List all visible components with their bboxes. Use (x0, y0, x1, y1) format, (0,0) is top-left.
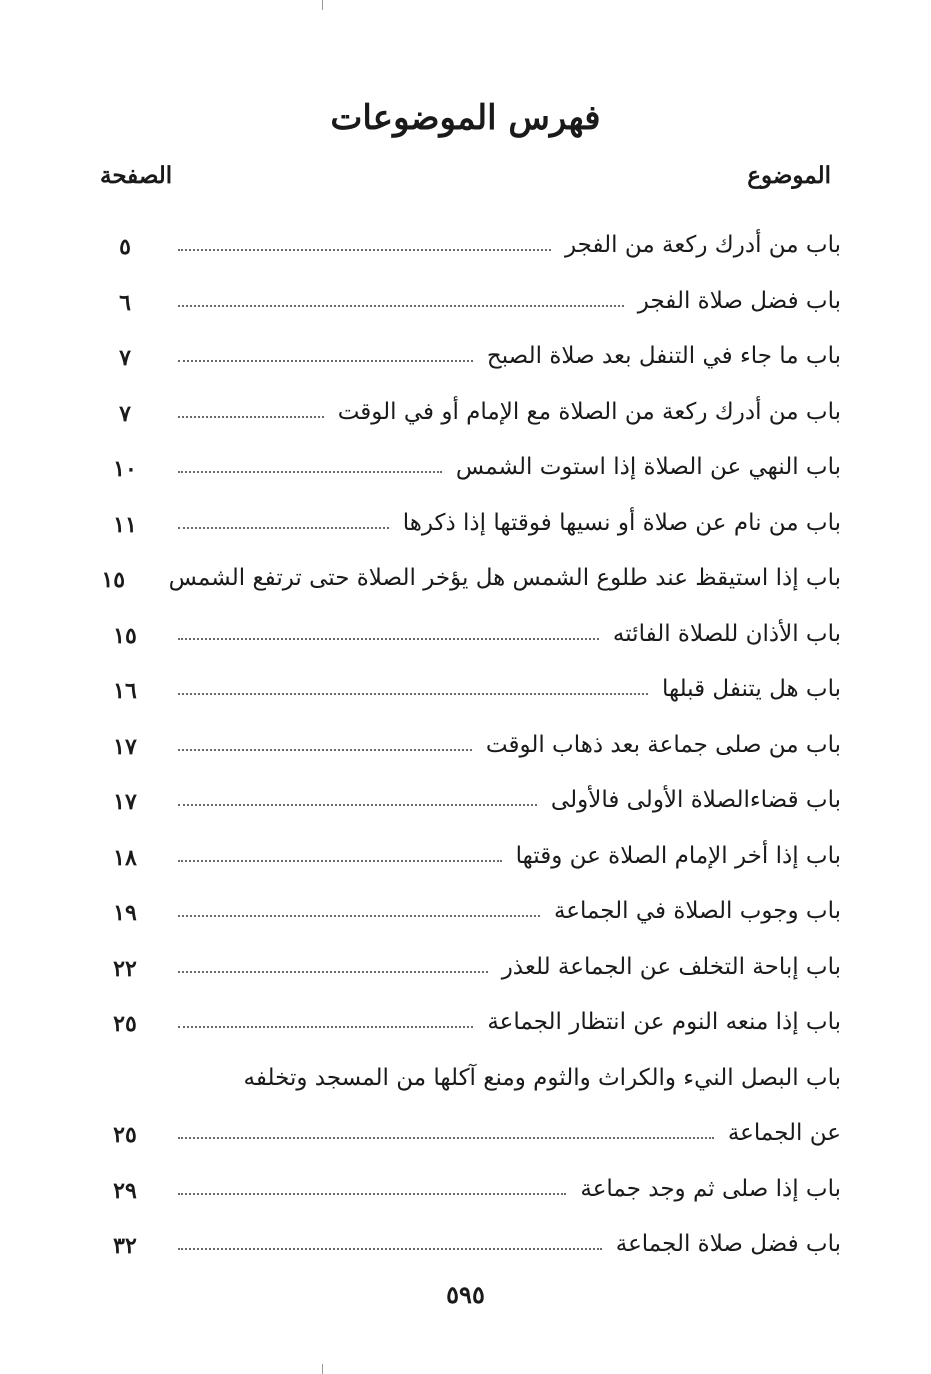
index-entry (100, 494, 841, 538)
topic-column-header: الموضوع (747, 162, 831, 189)
dot-leader (178, 416, 324, 418)
entry-page-number: ١٩ (113, 899, 137, 926)
entry-title: باب إذا منعه النوم عن انتظار الجماعة (487, 1009, 841, 1036)
entry-title: باب الأذان للصلاة الفائته (612, 621, 841, 648)
index-entry (100, 216, 841, 260)
entry-title: باب من نام عن صلاة أو نسيها فوقتها إذا ذكرها (402, 510, 841, 537)
entry-title: باب إذا أخر الإمام الصلاة عن وقتها (515, 843, 841, 870)
index-entry (100, 882, 841, 926)
top-trim-mark (322, 0, 323, 10)
dot-leader (178, 249, 551, 251)
dot-leader (178, 915, 540, 917)
entry-page-number: ٢٥ (113, 1121, 137, 1148)
index-entry (100, 993, 841, 1037)
dot-leader (178, 638, 599, 640)
entry-page-number: ١٨ (113, 844, 137, 871)
footer-page-number: ٥٩٥ (446, 1280, 485, 1309)
dot-leader (178, 1026, 473, 1028)
index-entry (100, 827, 841, 871)
entry-page-number: ٦ (119, 289, 131, 316)
index-entry (100, 1160, 841, 1204)
entry-title: باب من أدرك ركعة من الصلاة مع الإمام أو في الوقت (337, 399, 841, 426)
entry-page-number: ٧ (119, 400, 131, 427)
dot-leader (178, 971, 488, 973)
index-entry (100, 938, 841, 982)
entry-title: باب فضل صلاة الفجر (637, 288, 841, 315)
entry-page-number: ٣٢ (113, 1232, 137, 1259)
entry-title: باب إذا استيقظ عند طلوع الشمس هل يؤخر الصلاة حتى ترتفع الشمس (168, 565, 841, 592)
entry-title: باب إباحة التخلف عن الجماعة للعذر (501, 954, 841, 981)
dot-leader (178, 527, 389, 529)
entry-title: باب قضاءالصلاة الأولى فالأولى (550, 787, 841, 814)
dot-leader (178, 1137, 714, 1139)
entry-page-number: ١٥ (101, 566, 126, 593)
entry-page-number: ١٧ (113, 733, 137, 760)
dot-leader (178, 305, 624, 307)
entry-page-number: ٢٥ (113, 1010, 137, 1037)
entry-title: باب النهي عن الصلاة إذا استوت الشمس (455, 454, 841, 481)
entry-page-number: ١١ (113, 511, 137, 538)
entry-page-number: ١٦ (113, 677, 137, 704)
index-entry (100, 660, 841, 704)
index-entry (100, 1049, 841, 1093)
dot-leader (178, 360, 473, 362)
dot-leader (178, 693, 648, 695)
index-entry (100, 438, 841, 482)
page-title: فهرس الموضوعات (330, 98, 601, 138)
index-entry (100, 383, 841, 427)
entry-page-number: ٢٩ (113, 1177, 137, 1204)
page-column-header: الصفحة (100, 162, 173, 189)
entry-page-number: ١٥ (113, 622, 137, 649)
index-entry (100, 549, 841, 593)
index-entry (100, 1215, 841, 1259)
dot-leader (178, 804, 537, 806)
dot-leader (178, 860, 502, 862)
index-entry (100, 327, 841, 371)
entry-page-number: ١٧ (113, 788, 137, 815)
entry-page-number: ٢٢ (113, 955, 137, 982)
index-entry (100, 272, 841, 316)
entry-page-number: ٧ (119, 344, 131, 371)
index-entry (100, 605, 841, 649)
index-entry (100, 716, 841, 760)
entry-title: باب من أدرك ركعة من الفجر (564, 232, 841, 259)
entry-title: باب البصل النيء والكراث والثوم ومنع آكلها من المسجد وتخلفه (243, 1065, 841, 1092)
dot-leader (178, 1193, 566, 1195)
entry-title: عن الجماعة (727, 1120, 841, 1147)
index-entry (100, 1104, 841, 1148)
index-entry (100, 771, 841, 815)
entry-title: باب هل يتنفل قبلها (661, 676, 841, 703)
entry-page-number: ٥ (119, 233, 131, 260)
entry-title: باب إذا صلى ثم وجد جماعة (580, 1176, 841, 1203)
dot-leader (178, 1248, 602, 1250)
entry-title: باب ما جاء في التنفل بعد صلاة الصبح (486, 343, 841, 370)
dot-leader (178, 471, 442, 473)
dot-leader (178, 749, 472, 751)
entry-title: باب فضل صلاة الجماعة (615, 1231, 841, 1258)
entry-title: باب من صلى جماعة بعد ذهاب الوقت (485, 732, 841, 759)
entry-title: باب وجوب الصلاة في الجماعة (553, 898, 841, 925)
bottom-trim-mark (322, 1364, 323, 1374)
entry-page-number: ١٠ (113, 455, 137, 482)
